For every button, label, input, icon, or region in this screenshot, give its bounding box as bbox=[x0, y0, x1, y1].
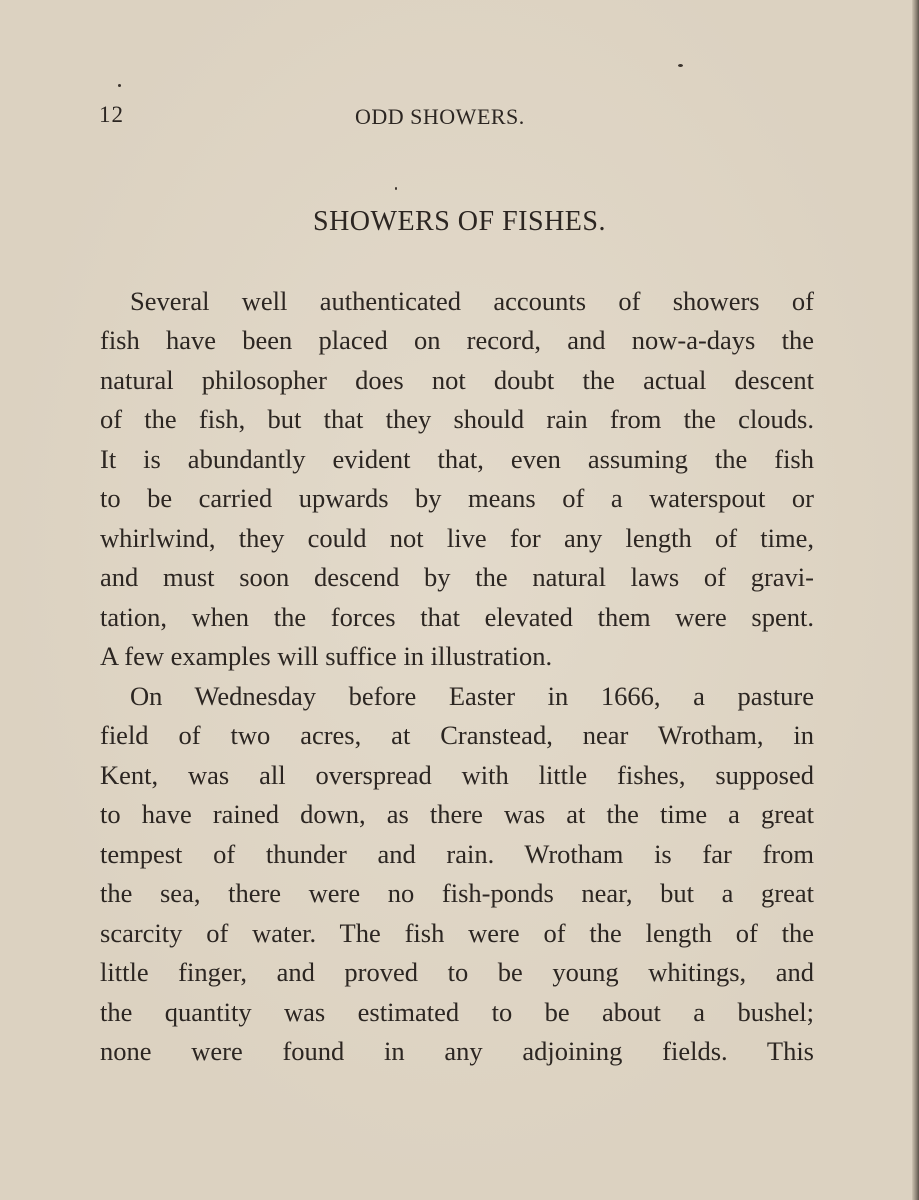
text-line: tation, when the forces that elevated them were spent. bbox=[100, 602, 814, 632]
text-line: whirlwind, they could not live for any length of time, bbox=[100, 523, 814, 553]
text-line: On Wednesday before Easter in 1666, a pasture bbox=[130, 681, 814, 711]
text-line: to have rained down, as there was at the time a great bbox=[100, 799, 814, 829]
section-title: SHOWERS OF FISHES. bbox=[313, 206, 606, 237]
text-line: the sea, there were no fish-ponds near, but a great bbox=[100, 878, 814, 908]
text-line: scarcity of water. The fish were of the length of the bbox=[100, 918, 814, 948]
page-number: 12 bbox=[99, 102, 124, 127]
text-line: natural philosopher does not doubt the actual descent bbox=[100, 365, 814, 395]
ink-speck bbox=[678, 64, 683, 67]
text-line: Several well authenticated accounts of showers of bbox=[130, 286, 814, 316]
text-line: the quantity was estimated to be about a bushel; bbox=[100, 997, 814, 1027]
text-line: tempest of thunder and rain. Wrotham is far from bbox=[100, 839, 814, 869]
text-line: little finger, and proved to be young whitings, and bbox=[100, 957, 814, 987]
text-line: and must soon descend by the natural laws of gravi- bbox=[100, 562, 814, 592]
text-line: to be carried upwards by means of a waterspout or bbox=[100, 483, 814, 513]
text-line: Kent, was all overspread with little fishes, supposed bbox=[100, 760, 814, 790]
text-line: field of two acres, at Cranstead, near Wrotham, in bbox=[100, 720, 814, 750]
ink-speck bbox=[118, 84, 121, 87]
page-edge bbox=[912, 0, 919, 1200]
ink-speck bbox=[395, 187, 397, 190]
running-head: ODD SHOWERS. bbox=[355, 104, 525, 129]
text-line: A few examples will suffice in illustration. bbox=[100, 641, 553, 671]
text-line: It is abundantly evident that, even assuming the fish bbox=[100, 444, 814, 474]
text-line: none were found in any adjoining fields. This bbox=[100, 1036, 814, 1066]
text-line: fish have been placed on record, and now-a-days the bbox=[100, 325, 814, 355]
text-line: of the fish, but that they should rain from the clouds. bbox=[100, 404, 814, 434]
